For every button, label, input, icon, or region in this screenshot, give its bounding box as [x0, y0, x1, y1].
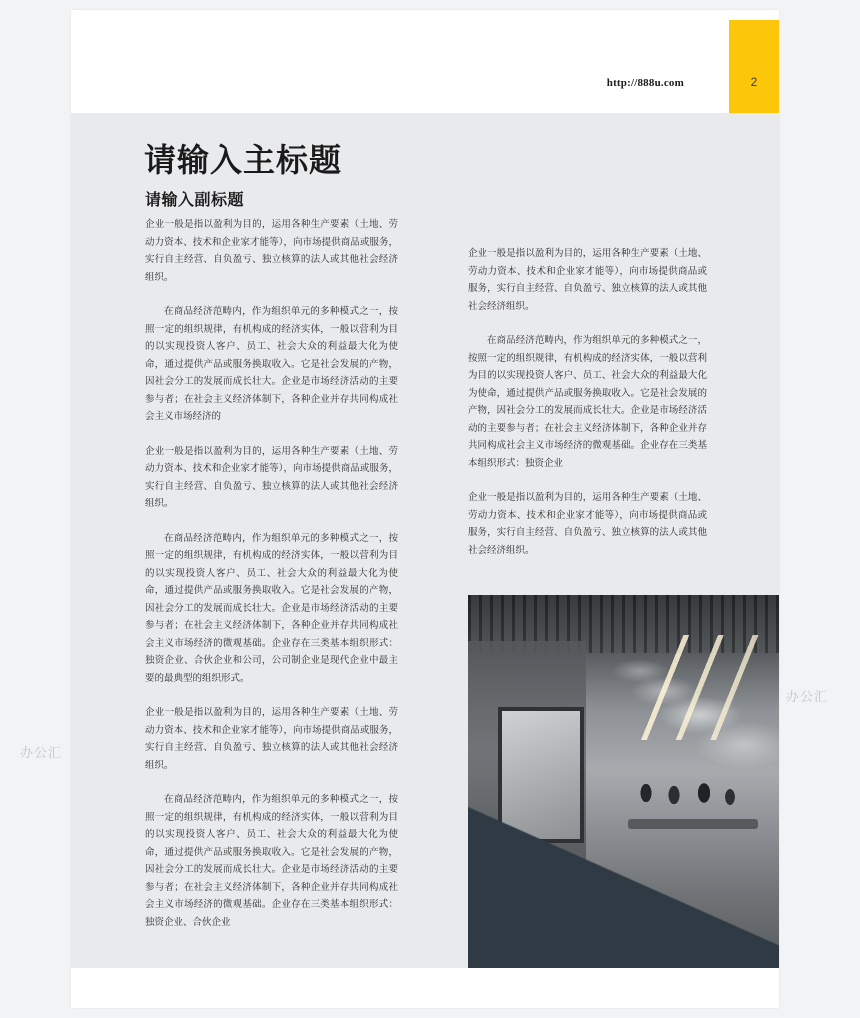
watermark-left: 办公汇	[20, 745, 63, 760]
paragraph: 企业一般是指以盈利为目的，运用各种生产要素（土地、劳动力资本、技术和企业家才能等），向市场提供商品或服务，实行自主经营、自负盈亏、独立核算的法人或其他社会经济组织。	[145, 707, 398, 771]
paragraph: 企业一般是指以盈利为目的，运用各种生产要素（土地、劳动力资本、技术和企业家才能等），向市场提供商品或服务，实行自主经营、自负盈亏、独立核算的法人或其他社会经济组织。	[468, 492, 707, 556]
photo-corner-overlay	[468, 777, 779, 977]
page-header	[71, 10, 779, 113]
left-text-column	[145, 216, 398, 931]
paragraph: 在商品经济范畴内，作为组织单元的多种模式之一，按照一定的组织规律，有机构成的经济实体，一般以营利为目的以实现投资人客户、员工、社会大众的利益最大化为使命，通过提供产品或服务换取收入。它是社会发展的产物，因社会分工的发展而成长壮大。企业是市场经济活动的主要参与者；在社会主义经济体制下，各种企业并存共同构成社会主义市场经济的	[145, 306, 398, 422]
paragraph: 在商品经济范畴内，作为组织单元的多种模式之一，按照一定的组织规律，有机构成的经济实体，一般以营利为目的以实现投资人客户、员工、社会大众的利益最大化为使命，通过提供产品或服务换取收入。它是社会发展的产物，因社会分工的发展而成长壮大。企业是市场经济活动的主要参与者；在社会主义经济体制下，各种企业并存共同构成社会主义市场经济的微观基础。企业存在三类基本组织形式：独资企业、合伙企业	[145, 794, 398, 928]
header-url: http://888u.com	[606, 77, 684, 89]
photo-ceiling-lights	[618, 635, 768, 740]
page-number: 2	[750, 75, 758, 89]
page-number-block	[729, 20, 779, 113]
page-subtitle: 请输入副标题	[145, 192, 245, 209]
watermark-right: 办公汇	[786, 689, 829, 704]
document-page	[71, 10, 779, 1008]
paragraph: 企业一般是指以盈利为目的，运用各种生产要素（土地、劳动力资本、技术和企业家才能等），向市场提供商品或服务，实行自主经营、自负盈亏、独立核算的法人或其他社会经济组织。	[145, 445, 398, 509]
paragraph: 在商品经济范畴内，作为组织单元的多种模式之一，按照一定的组织规律，有机构成的经济实体，一般以营利为目的以实现投资人客户、员工、社会大众的利益最大化为使命，通过提供产品或服务换取收入。它是社会发展的产物，因社会分工的发展而成长壮大。企业是市场经济活动的主要参与者；在社会主义经济体制下，各种企业并存共同构成社会主义市场经济的微观基础。企业存在三类基本组织形式：独资企业	[468, 335, 707, 469]
page-footer	[71, 968, 779, 1008]
paragraph: 企业一般是指以盈利为目的，运用各种生产要素（土地、劳动力资本、技术和企业家才能等），向市场提供商品或服务，实行自主经营、自负盈亏、独立核算的法人或其他社会经济组织。	[145, 219, 398, 283]
page-body	[71, 113, 779, 968]
paragraph: 在商品经济范畴内，作为组织单元的多种模式之一，按照一定的组织规律，有机构成的经济实体，一般以营利为目的以实现投资人客户、员工、社会大众的利益最大化为使命，通过提供产品或服务换取收入。它是社会发展的产物，因社会分工的发展而成长壮大。企业是市场经济活动的主要参与者；在社会主义经济体制下，各种企业并存共同构成社会主义市场经济的微观基础。企业存在三类基本组织形式：独资企业、合伙企业和公司，公司制企业是现代企业中最主要的最典型的组织形式。	[145, 532, 398, 684]
right-text-column	[468, 245, 707, 559]
paragraph: 企业一般是指以盈利为目的，运用各种生产要素（土地、劳动力资本、技术和企业家才能等），向市场提供商品或服务，实行自主经营、自负盈亏、独立核算的法人或其他社会经济组织。	[468, 248, 707, 312]
page-title: 请输入主标题	[144, 142, 343, 178]
office-photo	[468, 595, 779, 977]
